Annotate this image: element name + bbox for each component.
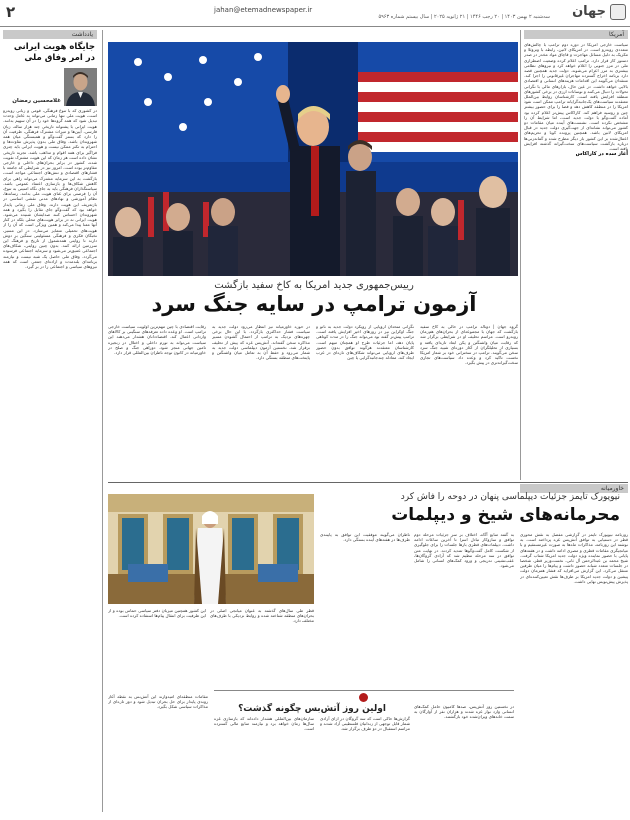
right-column-body xyxy=(524,42,628,480)
main-photo xyxy=(108,42,518,276)
section-divider xyxy=(108,482,628,483)
article-column: رقابت اقتصادی با چین مهم‌ترین اولویت سیاست خارجی ترامپ است. او وعده داده تعرفه‌های سنگینی بر کالاهای وارداتی اعمال کند. اقتصاددانان هشدار می‌دهند این سیاست می‌تواند به تورم داخلی و اختلال در زنجیره تامین جهانی منجر شود. دوراهی جنگ و صلح در خاورمیانه در کانون توجه ناظران بین‌المللی قرار دارد. xyxy=(108,324,206,356)
tag-america: آمریکا xyxy=(524,30,628,39)
article-column: در حوزه خاورمیانه نیز انتظار می‌رود دولت جدید به سیاست فشار حداکثری بازگردد. با این حال برخی چهره‌های نزدیک به ترامپ از احتمال گشودن مسیر مذاکره سخن گفته‌اند. آتش‌بس غزه که پیش از تحلیف برقرار شد، نخستین آزمون دیپلماسی دولت جدید به شمار می‌رود و حفظ آن به تعامل میان واشنگتن و پایتخت‌های منطقه بستگی دارد. xyxy=(212,324,310,361)
article2-headline: محرمانه‌های شیخ و دیپلمات xyxy=(391,505,620,525)
section-title: جهان xyxy=(572,4,606,19)
column-divider xyxy=(520,30,521,480)
tag-editorial: یادداشت xyxy=(3,30,97,39)
article-headline: آزمون ترامپ در سایه جنگ سرد xyxy=(151,292,477,316)
box-divider xyxy=(214,690,514,691)
section-email[interactable]: jahan@etemadnewspaper.ir xyxy=(214,6,313,14)
newspaper-logo-icon xyxy=(610,4,626,20)
issue-info: سه‌شنبه ۲ بهمن ۱۴۰۳ | ۲۰ رجب ۱۴۴۶ | ۲۱ ژانویه ۲۰۲۵ | سال بیستم شماره ۵۹۶۳ xyxy=(378,14,550,20)
author-photo xyxy=(64,68,97,106)
article2-photo xyxy=(108,494,314,604)
box-title: اولین روز آتش‌بس چگونه گذشت؟ xyxy=(238,704,386,714)
opinion-title: جایگاه هویت ایرانی در امر وفاق ملی xyxy=(13,42,95,63)
tag-middle-east: خاورمیانه xyxy=(520,484,628,493)
opinion-body: در کشوری که با تنوع فرهنگی، قومی و زبانی روبه‌رو است، هویت ملی تنها زمانی می‌تواند به عامل وحدت تبدیل شود که همه گروه‌ها خود را در آن سهیم بدانند. هویت ایرانی با پشتوانه تاریخی چند هزار ساله، زبان فارسی، آیین‌ها و میراث مشترک فرهنگی، ظرفیت آن را دارد که بستر گفت‌وگو و همبستگی میان همه شهروندان باشد. وفاق ملی بدون پذیرش تفاوت‌ها و احترام به تکثر ممکن نیست و هویت ایرانی باید چتری فراگیر برای همه اقوام و مذاهب باشد. تجربه تاریخی نشان داده است هر زمان که این هویت مشترک تقویت شده، کشور در برابر بحران‌های داخلی و خارجی مقاوم‌تر بوده است. امروز نیز در شرایطی که جامعه با فشارهای اقتصادی و تنش‌های اجتماعی مواجه است، بازگشت به این سرمایه مشترک می‌تواند راهی برای کاهش شکاف‌ها و بازسازی اعتماد عمومی باشد. سیاستگذاران فرهنگی باید به جای نگاه امنیتی به تنوع، آن را فرصتی برای غنای هویت ملی بدانند. رسانه‌ها، نظام آموزشی و نهادهای مدنی نقشی اساسی در بازتعریف این هویت دارند. وفاق ملی زمانی پایدار خواهد بود که گفت‌وگو جای تقابل را بگیرد و همه شهروندان احساس کنند صدایشان شنیده می‌شود. هویت ایرانی نه در برابر هویت‌های محلی بلکه در کنار آنها معنا پیدا می‌کند و همین ویژگی است که آن را از هویت‌های تحمیلی متمایز می‌سازد. در این مسیر، نخبگان فکری و فرهنگی مسئولیتی سنگین بر دوش دارند تا روایتی همه‌شمول از تاریخ و فرهنگ این سرزمین ارائه کنند. بدون چنین روایتی، شکاف‌های اجتماعی عمیق‌تر می‌شود و سرمایه اجتماعی فرسوده می‌گردد. وفاق ملی حاصل یک شبه نیست و نیازمند برنامه‌ای بلندمدت و اراده‌ای جمعی است که همه نیروهای سیاسی و اجتماعی را در بر گیرد. xyxy=(3,108,97,270)
article2-column: مقامات منطقه‌ای امیدوارند این آتش‌بس به نقطه آغاز روندی پایدار برای حل بحران تبدیل شود و دور تازه‌ای از مذاکرات سیاسی شکل بگیرد. xyxy=(108,694,208,710)
article2-column: این کشور همچنین میزبان دفتر سیاسی حماس بوده و از این ظرفیت برای انتقال پیام‌ها استفاده کرده است. xyxy=(108,608,206,619)
author-portrait-icon xyxy=(64,68,97,106)
article2-column: روزنامه نیویورک تایمز در گزارشی مفصل به نقش محوری قطر در دستیابی به توافق آتش‌بس غزه پرداخته است. به نوشته این روزنامه، مذاکرات ماه‌ها به صورت غیرمستقیم و با میانجیگری مقامات قطری و مصری ادامه داشت و در هفته‌های پایانی با حضور نماینده ویژه دولت جدید امریکا شتاب گرفت. شیخ محمد بن عبدالرحمن آل ثانی، نخست‌وزیر قطر، شخصا در جلسات متعدد شبانه حضور داشت و پیام‌ها را میان طرفین منتقل می‌کرد. این گزارش می‌افزاید که فشار همزمان دولت پیشین و دولت جدید امریکا بر طرف‌ها نقش تعیین‌کننده‌ای در پذیرش پیش‌نویس نهایی داشت. xyxy=(520,532,628,584)
article2-column: سازمان‌های بین‌المللی هشدار داده‌اند که بازسازی غزه سال‌ها زمان خواهد برد و نیازمند منابع مالی گسترده است. xyxy=(214,716,314,732)
article-column: نگرانی متحدان اروپایی از رویکرد دولت جدید به ناتو و جنگ اوکراین نیز در روزهای اخیر افزایش یافته است. ترامپ پیش‌تر گفته بود می‌تواند جنگ را در مدت کوتاهی پایان دهد، اما جزئیات طرح او همچنان مبهم است. کارشناسان معتقدند هرگونه توافق بدون حضور طرف‌های اروپایی می‌تواند شکاف‌های تازه‌ای در غرب ایجاد کند. معادله چندجانبه‌گرایی یا چین xyxy=(316,324,414,361)
article-kicker: رییس‌جمهوری جدید امریکا به کاخ سفید بازگشت xyxy=(214,280,414,291)
article2-column: در نخستین روز آتش‌بس، صدها کامیون حامل کمک‌های انسانی وارد نوار غزه شدند و هزاران نفر از آوارگان به سمت خانه‌های ویران‌شده خود بازگشتند. xyxy=(414,704,514,720)
article2-column: گزارش‌ها حاکی است که سه گروگان در ازای آزادی شمار قابل توجهی از زندانیان فلسطینی آزاد شدند و مراسم استقبال در دو طرف برگزار شد. xyxy=(320,716,410,732)
inauguration-photo-icon xyxy=(108,42,518,276)
author-name: غلامحسین رمضان xyxy=(12,98,61,104)
article2-column: به گفته منابع آگاه، اختلاف بر سر جزئیات مرحله دوم توافق و سازوکار تبادل اسرا تا آخرین ساعات ادامه داشت. دیپلمات‌های قطری بارها جلسات را برای جلوگیری از شکست کامل گفت‌وگوها تمدید کردند. در نهایت متن توافق در سه مرحله تنظیم شد که آزادی گروگان‌ها، عقب‌نشینی تدریجی و ورود کمک‌های انسانی را شامل می‌شود. xyxy=(414,532,514,569)
box-marker-icon xyxy=(359,693,368,702)
right-column-text: سیاست خارجی امریکا در دوره دوم ترامپ با چالش‌های متعددی روبه‌رو است. در امریکای لاتین، رابطه با ونزوئلا و مکزیک به دلیل مسائل مهاجرت و قاچاق مواد مخدر در صدر دستور کار قرار دارد. ترامپ اعلام کرده وضعیت اضطراری ملی در مرز جنوبی را اعلام خواهد کرد و نیروهای نظامی بیشتری به مرز اعزام می‌شوند. دولت جدید همچنین قصد دارد برنامه اخراج گسترده مهاجران غیرقانونی را اجرا کند. منتقدان می‌گویند این اقدامات هزینه‌های انسانی و اقتصادی بالایی خواهد داشت. در عین حال، بازارهای مالی با نگرانی تحولات را دنبال می‌کنند و نوسانات ارزی در برخی کشورهای منطقه افزایش یافته است. کارشناسان روابط بین‌الملل معتقدند سیاست‌های یک‌جانبه‌گرایانه ترامپ ممکن است نفوذ امریکا را در منطقه کاهش دهد و فضا را برای حضور بیشتر چین و روسیه فراهم کند. کاراکاس پیش‌تر اعلام کرده بود آماده گفت‌وگو با دولت جدید است، اما شرایط آن را مشخص نکرده است. نشست‌های آینده میان مقامات دو کشور می‌تواند نشانه‌ای از جهت‌گیری دولت جدید در قبال امریکای لاتین باشد. همچنین پرونده کوبا و تحریم‌های اعمال‌شده بر این کشور بار دیگر مطرح شده و گمانه‌زنی‌ها درباره بازگشت سیاست‌های سخت‌گیرانه گذشته افزایش یافته است. xyxy=(524,42,628,152)
right-column-subhead: آغاز سده در کاراکاس xyxy=(575,151,628,158)
article-column: گروه جهان | دونالد ترامپ در حالی به کاخ سفید بازگشت که جهان با مجموعه‌ای از بحران‌های هم‌زمان روبه‌رو است. مراسم تحلیف او در شرایطی برگزار شد که رقابت میان واشنگتن و پکن ابعاد تازه‌ای یافته و بسیاری از تحلیلگران از آغاز دوره‌ای شبیه جنگ سرد سخن می‌گویند. ترامپ در سخنرانی خود بر شعار امریکا نخست تاکید کرد و وعده داد سیاست‌های تجاری سخت‌گیرانه‌تری در پیش بگیرد. xyxy=(420,324,518,366)
column-divider xyxy=(102,30,103,812)
article2-column: قطر طی سال‌های گذشته به عنوان میانجی اصلی در بحران‌های منطقه شناخته شده و روابط نزدیکی با طرف‌های مختلف دارد. xyxy=(210,608,314,624)
page-number: ۲ xyxy=(6,3,16,21)
article2-kicker: نیویورک تایمز جزئیات دیپلماسی پنهان در دوحه را فاش کرد xyxy=(400,492,620,502)
meeting-room-photo-icon xyxy=(108,494,314,604)
article2-column: ناظران می‌گویند موفقیت این توافق به پایبندی طرف‌ها در هفته‌های آینده بستگی دارد. xyxy=(320,532,410,543)
